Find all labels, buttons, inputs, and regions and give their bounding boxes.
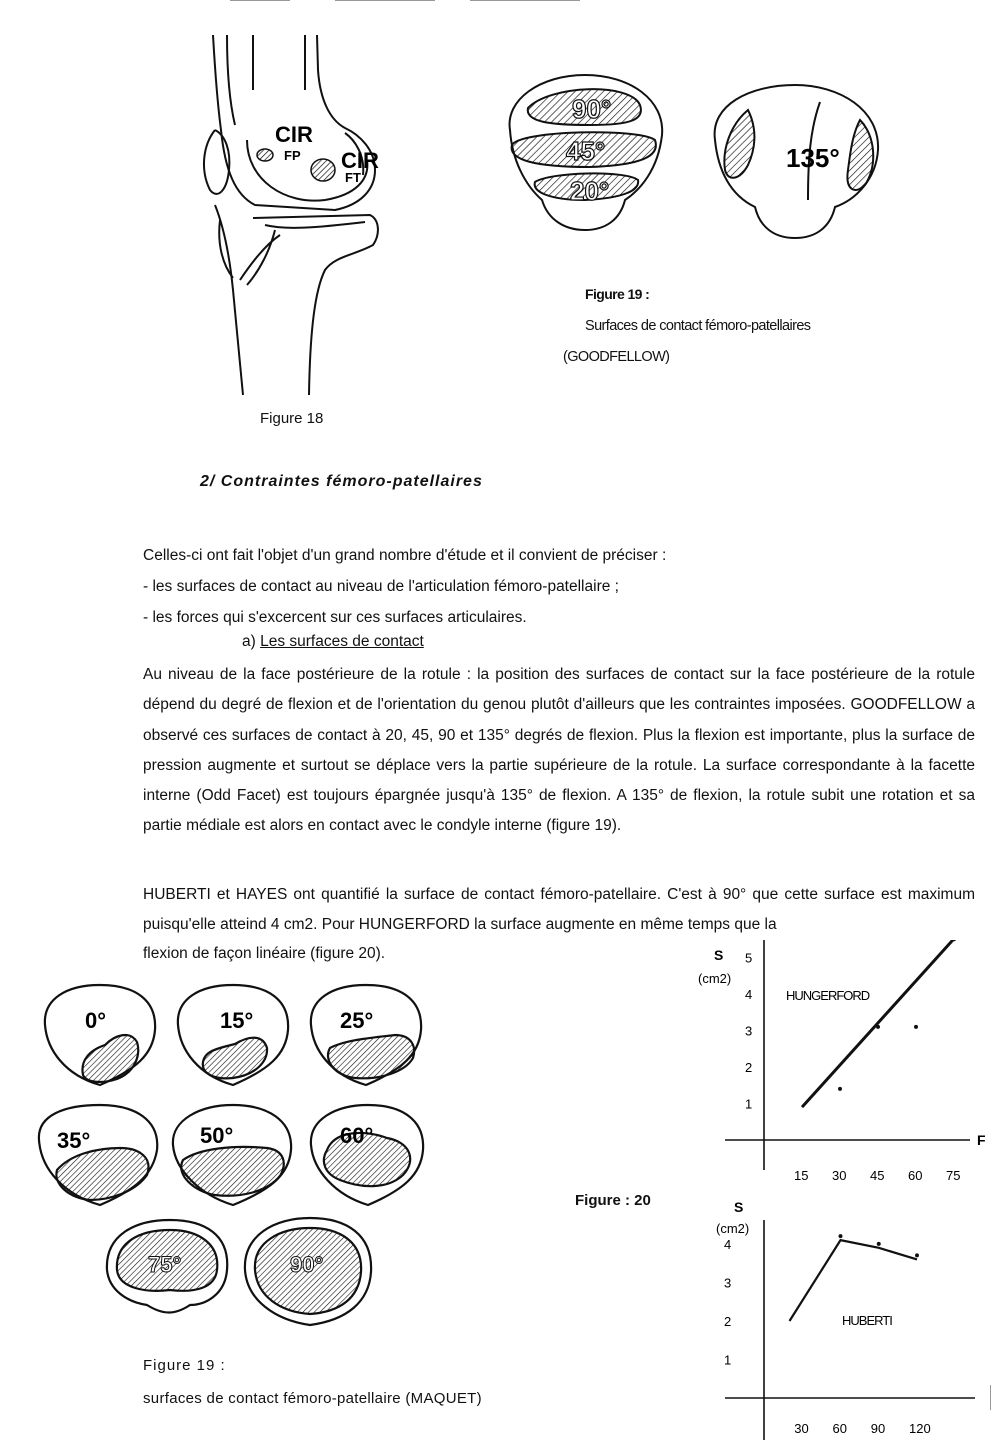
scan-edge-line xyxy=(335,0,435,1)
x-tick-label: 45 xyxy=(870,1168,885,1183)
label-fp: FP xyxy=(284,148,301,163)
figure-18-caption: Figure 18 xyxy=(260,410,324,427)
data-point xyxy=(839,1234,843,1238)
y-tick-label: 2 xyxy=(745,1060,753,1075)
figure-19-goodfellow-drawing xyxy=(490,70,890,270)
x-tick-label: 60 xyxy=(832,1421,847,1436)
series-label: HUBERTI xyxy=(842,1313,892,1328)
y-axis-label: S xyxy=(734,1199,744,1215)
y-axis-unit: (cm2) xyxy=(716,1221,750,1236)
figure-19-maquet-title: Figure 19 : xyxy=(143,1357,226,1374)
figure-19-maquet-drawing xyxy=(35,980,435,1340)
y-axis-label: S xyxy=(714,947,724,963)
scan-edge-line xyxy=(990,1385,991,1410)
figure-19-goodfellow-caption-2: (GOODFELLOW) xyxy=(563,349,670,365)
intro-block xyxy=(143,540,666,633)
angle-15-label: 15° xyxy=(220,1008,254,1033)
angle-50-label: 50° xyxy=(200,1123,234,1148)
label-ft: FT xyxy=(345,170,361,185)
angle-35-label: 35° xyxy=(57,1128,91,1153)
paragraph-text: HUBERTI et HAYES ont quantifié la surface de contact fémoro-patellaire. C'est à 90° que cette surface est maximum puisqu'elle atteind 4 cm2. Pour HUNGERFORD la surface augmente en même temps que la xyxy=(143,886,975,934)
y-tick-label: 2 xyxy=(724,1314,732,1329)
body-paragraph-2-last-line: flexion de façon linéaire (figure 20). xyxy=(143,945,386,962)
body-paragraph-1 xyxy=(143,660,975,842)
fit-line xyxy=(802,940,967,1107)
figure-18-knee-drawing xyxy=(185,30,395,405)
y-tick-label: 1 xyxy=(724,1352,732,1368)
x-tick-label: 90 xyxy=(870,1421,886,1436)
series-label: HUNGERFORD xyxy=(786,988,870,1003)
subsection-title: Les surfaces de contact xyxy=(260,633,424,650)
angle-60-label: 60° xyxy=(340,1123,374,1148)
chart-huberti xyxy=(690,1195,990,1450)
intro-line: - les forces qui s'excercent sur ces surfaces articulaires. xyxy=(143,609,527,626)
y-tick-label: 5 xyxy=(745,950,753,966)
x-tick-label: 15 xyxy=(794,1168,809,1183)
angle-20-label: 20° xyxy=(570,176,610,206)
section-title: 2/ Contraintes fémoro-patellaires xyxy=(200,473,483,490)
cir-fp-marker xyxy=(257,149,273,161)
x-axis-label: F xyxy=(977,1132,986,1148)
x-tick-label: 75 xyxy=(946,1168,961,1183)
y-tick-label: 4 xyxy=(724,1237,732,1252)
y-tick-label: 1 xyxy=(745,1096,753,1112)
data-point xyxy=(877,1242,881,1246)
intro-line: Celles-ci ont fait l'objet d'un grand nombre d'étude et il convient de préciser : xyxy=(143,547,667,564)
data-point xyxy=(915,1253,919,1257)
cir-ft-marker xyxy=(311,159,335,181)
chart-hungerford xyxy=(690,940,990,1190)
figure-20-label: Figure : 20 xyxy=(575,1192,651,1209)
intro-line: - les surfaces de contact au niveau de l'articulation fémoro-patellaire ; xyxy=(143,578,619,595)
paragraph-text: Au niveau de la face postérieure de la rotule : la position des surfaces de contact sur la face postérieure de la rotule dépend du degré de flexion et de l'orientation du genou plutôt d'ailleurs que les contraintes imposées. GOODFELLOW a observé ces surfaces de contact à 20, 45, 90 et 135° degrés de flexion. Plus la flexion est importante, plus la surface de pression augmente et surtout se déplace vers la partie supérieure de la rotule. La surface correspondante à la facette interne (Odd Facet) est toujours épargnée jusqu'à 135° de flexion. A 135° de flexion, la rotule subit une rotation et sa partie médiale est alors en contact avec le condyle interne (figure 19). xyxy=(143,666,975,835)
label-cir-fp: CIR xyxy=(275,122,313,147)
angle-90-label: 90° xyxy=(572,94,612,124)
angle-25-label: 25° xyxy=(340,1008,374,1033)
body-paragraph-2 xyxy=(143,880,975,941)
angle-75-label: 75° xyxy=(148,1252,182,1277)
scan-edge-line xyxy=(230,0,290,1)
angle-135-label: 135° xyxy=(786,143,840,173)
x-tick-label: 30 xyxy=(832,1168,847,1183)
series-line xyxy=(790,1240,918,1321)
angle-45-label: 45° xyxy=(566,136,606,166)
y-tick-label: 3 xyxy=(724,1275,732,1291)
angle-90-label: 90° xyxy=(290,1252,324,1277)
x-tick-label: 30 xyxy=(794,1421,809,1436)
figure-19-goodfellow-caption-1: Surfaces de contact fémoro-patellaires xyxy=(585,318,811,334)
figure-19-goodfellow-title: Figure 19 : xyxy=(585,286,650,302)
scan-edge-line xyxy=(470,0,580,1)
y-tick-label: 3 xyxy=(745,1023,753,1039)
figure-19-maquet-caption: surfaces de contact fémoro-patellaire (MAQUET) xyxy=(143,1390,482,1407)
data-point xyxy=(914,1025,918,1029)
x-tick-label: 60 xyxy=(908,1168,923,1183)
data-point xyxy=(838,1087,842,1091)
subsection-prefix: a) xyxy=(242,633,261,650)
data-point xyxy=(876,1025,880,1029)
x-tick-label: 120 xyxy=(909,1421,931,1436)
subsection-heading xyxy=(242,633,424,651)
y-tick-label: 4 xyxy=(745,987,753,1002)
label-cir-ft: CIR xyxy=(341,148,379,173)
y-axis-unit: (cm2) xyxy=(698,971,732,986)
angle-0-label: 0° xyxy=(85,1008,107,1033)
